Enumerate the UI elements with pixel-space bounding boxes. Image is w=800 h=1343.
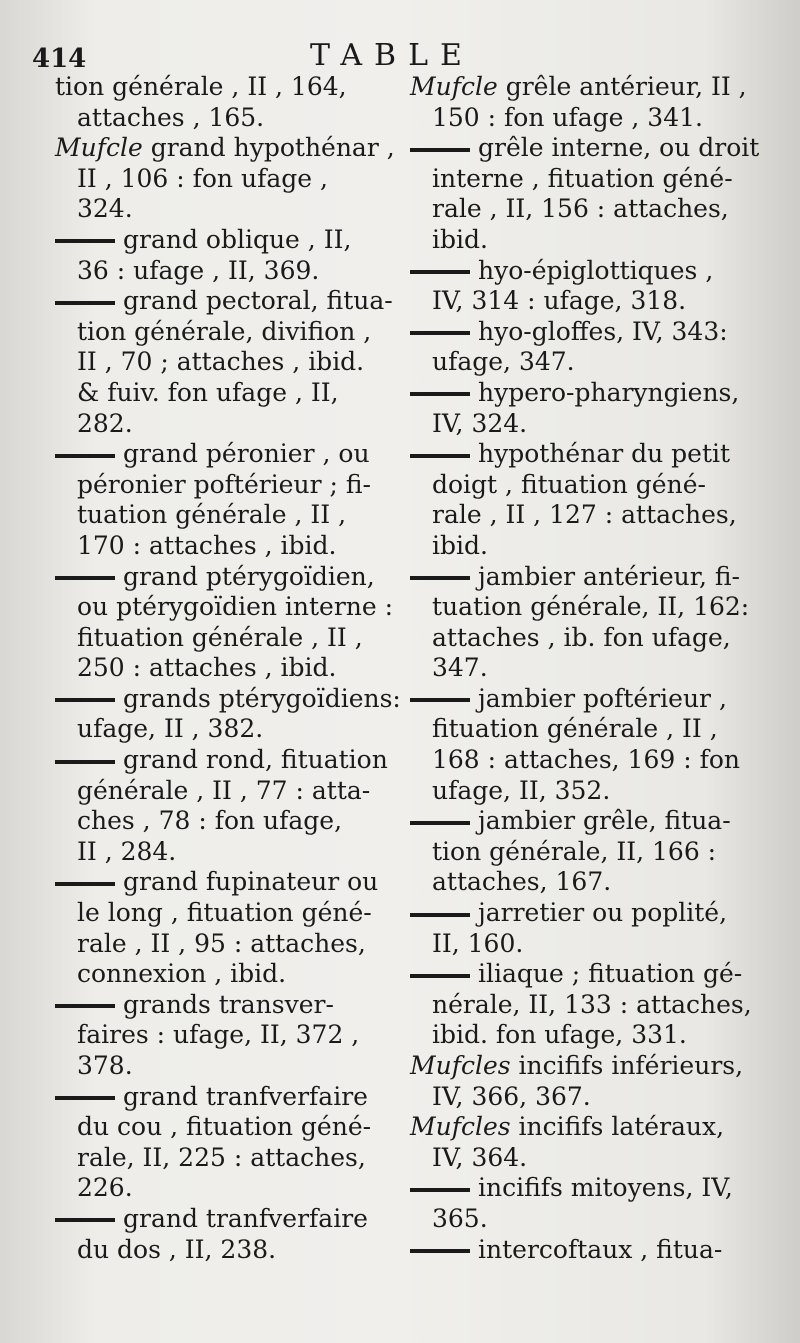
ditto-dash bbox=[55, 1004, 115, 1008]
entry-line bbox=[410, 256, 770, 287]
entry-line bbox=[410, 409, 770, 440]
index-entry bbox=[55, 867, 400, 989]
entry-text: jambier grêle, fitua- bbox=[478, 806, 731, 836]
index-entry bbox=[55, 745, 400, 867]
index-entry bbox=[410, 1051, 770, 1112]
entry-text: 226. bbox=[77, 1173, 133, 1203]
entry-line bbox=[410, 898, 770, 929]
entry-line bbox=[55, 225, 400, 256]
entry-text: 282. bbox=[77, 408, 133, 438]
entry-line bbox=[55, 714, 400, 745]
entry-text: faires : ufage, II, 372 , bbox=[77, 1020, 360, 1050]
entry-line bbox=[410, 959, 770, 990]
entry-line bbox=[410, 1082, 770, 1113]
entry-text: incififs mitoyens, IV, bbox=[478, 1173, 733, 1203]
entry-text: II , 70 ; attaches , ibid. bbox=[77, 347, 365, 377]
entry-line bbox=[410, 867, 770, 898]
entry-text: attaches , ib. fon ufage, bbox=[432, 622, 731, 652]
entry-line bbox=[55, 990, 400, 1021]
ditto-dash bbox=[410, 1188, 470, 1192]
entry-line bbox=[410, 990, 770, 1021]
ditto-dash bbox=[55, 760, 115, 764]
entry-text: interne , fituation géné- bbox=[432, 163, 733, 193]
entry-line bbox=[55, 806, 400, 837]
entry-text: tion générale, divifion , bbox=[77, 316, 372, 346]
entry-text: iliaque ; fituation gé- bbox=[478, 959, 743, 989]
entry-line bbox=[55, 256, 400, 287]
index-entry bbox=[55, 562, 400, 684]
index-entry bbox=[55, 1204, 400, 1265]
index-entry bbox=[410, 72, 770, 133]
entry-text: grand péronier , ou bbox=[123, 439, 370, 469]
index-entry bbox=[410, 378, 770, 439]
entry-line bbox=[55, 776, 400, 807]
entry-line bbox=[55, 1112, 400, 1143]
entry-text: tuation générale, II, 162: bbox=[432, 592, 750, 622]
entry-line bbox=[410, 837, 770, 868]
entry-line bbox=[410, 714, 770, 745]
ditto-dash bbox=[55, 882, 115, 886]
entry-line bbox=[55, 562, 400, 593]
entry-line bbox=[55, 1051, 400, 1082]
entry-line bbox=[55, 1143, 400, 1174]
right-column bbox=[410, 72, 770, 1265]
entry-text: doigt , fituation géné- bbox=[432, 469, 706, 499]
entry-text: grand ptérygoïdien, bbox=[123, 561, 375, 591]
entry-lead: Mufcle bbox=[55, 133, 143, 163]
entry-text: 250 : attaches , ibid. bbox=[77, 653, 337, 683]
index-entry bbox=[55, 225, 400, 286]
entry-text: 365. bbox=[432, 1203, 488, 1233]
entry-line bbox=[410, 1112, 770, 1143]
entry-line bbox=[410, 592, 770, 623]
entry-line bbox=[410, 164, 770, 195]
entry-text: 170 : attaches , ibid. bbox=[77, 530, 337, 560]
entry-text: IV, 366, 367. bbox=[432, 1081, 591, 1111]
entry-text: grand pectoral, fitua- bbox=[123, 286, 393, 316]
entry-line bbox=[410, 1235, 770, 1266]
entry-line bbox=[410, 439, 770, 470]
entry-text: 378. bbox=[77, 1051, 133, 1080]
entry-text: incififs inférieurs, bbox=[518, 1051, 744, 1080]
entry-lead: Mufcles bbox=[410, 1051, 511, 1080]
index-entry bbox=[410, 1173, 770, 1234]
entry-line bbox=[410, 929, 770, 960]
entry-line bbox=[410, 286, 770, 317]
entry-text: II, 160. bbox=[432, 928, 524, 958]
entry-line bbox=[410, 317, 770, 348]
entry-line bbox=[410, 103, 770, 134]
entry-text: péronier poftérieur ; fi- bbox=[77, 469, 371, 499]
index-entry bbox=[55, 72, 400, 133]
entry-line bbox=[410, 470, 770, 501]
entry-text: ibid. fon ufage, 331. bbox=[432, 1020, 687, 1050]
entry-line bbox=[410, 806, 770, 837]
entry-line bbox=[55, 623, 400, 654]
index-entry bbox=[410, 439, 770, 561]
entry-text: le long , fituation géné- bbox=[77, 898, 372, 928]
index-entry bbox=[410, 806, 770, 898]
entry-line bbox=[410, 133, 770, 164]
entry-line bbox=[55, 929, 400, 960]
entry-line bbox=[55, 194, 400, 225]
entry-line bbox=[55, 1020, 400, 1051]
entry-line bbox=[55, 592, 400, 623]
index-entry bbox=[410, 684, 770, 806]
entry-line bbox=[410, 1051, 770, 1082]
entry-text: rale , II , 95 : attaches, bbox=[77, 928, 366, 958]
entry-line bbox=[55, 898, 400, 929]
ditto-dash bbox=[410, 270, 470, 274]
entry-text: rale , II, 156 : attaches, bbox=[432, 194, 729, 224]
entry-line bbox=[55, 500, 400, 531]
entry-line bbox=[410, 347, 770, 378]
entry-line bbox=[55, 867, 400, 898]
entry-line bbox=[410, 623, 770, 654]
entry-text: jambier antérieur, fi- bbox=[478, 561, 740, 591]
entry-line bbox=[55, 653, 400, 684]
ditto-dash bbox=[55, 301, 115, 305]
entry-text: II , 284. bbox=[77, 836, 177, 866]
ditto-dash bbox=[410, 913, 470, 917]
entry-text: 36 : ufage , II, 369. bbox=[77, 255, 320, 285]
entry-text: intercoftaux , fitua- bbox=[478, 1234, 723, 1264]
entry-lead: Mufcle bbox=[410, 72, 498, 101]
entry-text: grands transver- bbox=[123, 989, 334, 1019]
entry-line bbox=[410, 1143, 770, 1174]
entry-line bbox=[55, 959, 400, 990]
entry-line bbox=[55, 1235, 400, 1266]
ditto-dash bbox=[410, 1249, 470, 1253]
entry-line bbox=[55, 745, 400, 776]
entry-text: rale, II, 225 : attaches, bbox=[77, 1142, 366, 1172]
entry-text: hyo-gloffes, IV, 343: bbox=[478, 316, 728, 346]
entry-line bbox=[410, 1020, 770, 1051]
entry-text: 150 : fon ufage , 341. bbox=[432, 102, 703, 132]
entry-line bbox=[55, 531, 400, 562]
entry-text: II , 106 : fon ufage , bbox=[77, 163, 328, 193]
entry-line bbox=[410, 225, 770, 256]
entry-text: tion générale , II , 164, bbox=[55, 72, 347, 101]
entry-text: grand fupinateur ou bbox=[123, 867, 379, 897]
entry-line bbox=[55, 1082, 400, 1113]
entry-text: du dos , II, 238. bbox=[77, 1234, 277, 1264]
entry-line bbox=[410, 194, 770, 225]
entry-text: fituation générale , II , bbox=[432, 714, 718, 744]
entry-lead: Mufcles bbox=[410, 1112, 511, 1142]
index-entry bbox=[55, 990, 400, 1082]
index-entry bbox=[410, 256, 770, 317]
entry-line bbox=[55, 378, 400, 409]
entry-text: hypero-pharyngiens, bbox=[478, 377, 740, 407]
entry-text: grêle interne, ou droit bbox=[478, 133, 760, 163]
ditto-dash bbox=[410, 698, 470, 702]
entry-text: 168 : attaches, 169 : fon bbox=[432, 745, 740, 775]
entry-line bbox=[410, 378, 770, 409]
entry-line bbox=[55, 439, 400, 470]
entry-text: ou ptérygoïdien interne : bbox=[77, 592, 394, 622]
entry-line bbox=[55, 317, 400, 348]
index-entry bbox=[410, 1112, 770, 1173]
entry-text: grêle antérieur, II , bbox=[505, 72, 747, 101]
entry-line bbox=[55, 347, 400, 378]
index-entry bbox=[410, 1235, 770, 1266]
index-entry bbox=[55, 684, 400, 745]
entry-line bbox=[55, 837, 400, 868]
ditto-dash bbox=[410, 454, 470, 458]
index-entry bbox=[410, 959, 770, 1051]
entry-text: IV, 324. bbox=[432, 408, 528, 438]
index-entry bbox=[410, 317, 770, 378]
entry-text: attaches, 167. bbox=[432, 867, 612, 897]
entry-line bbox=[55, 133, 400, 164]
ditto-dash bbox=[410, 148, 470, 152]
entry-line bbox=[55, 409, 400, 440]
entry-line bbox=[410, 776, 770, 807]
entry-text: & fuiv. fon ufage , II, bbox=[77, 377, 339, 407]
ditto-dash bbox=[55, 1096, 115, 1100]
entry-line bbox=[410, 500, 770, 531]
index-entry bbox=[55, 1082, 400, 1204]
entry-line bbox=[410, 1173, 770, 1204]
ditto-dash bbox=[55, 576, 115, 580]
entry-text: rale , II , 127 : attaches, bbox=[432, 500, 737, 530]
ditto-dash bbox=[55, 454, 115, 458]
entry-text: attaches , 165. bbox=[77, 102, 265, 132]
entry-text: IV, 314 : ufage, 318. bbox=[432, 286, 687, 316]
entry-text: jambier poftérieur , bbox=[478, 683, 727, 713]
index-entry bbox=[55, 286, 400, 439]
entry-text: hypothénar du petit bbox=[478, 439, 731, 469]
entry-text: ufage, II, 352. bbox=[432, 775, 611, 805]
ditto-dash bbox=[55, 1218, 115, 1222]
entry-text: connexion , ibid. bbox=[77, 959, 287, 989]
entry-text: hyo-épiglottiques , bbox=[478, 255, 714, 285]
entry-text: fituation générale , II , bbox=[77, 622, 363, 652]
index-entry bbox=[410, 133, 770, 255]
entry-line bbox=[410, 745, 770, 776]
entry-text: grand oblique , II, bbox=[123, 224, 352, 254]
index-entry bbox=[410, 898, 770, 959]
ditto-dash bbox=[410, 821, 470, 825]
running-title: TABLE bbox=[310, 38, 474, 73]
entry-text: ibid. bbox=[432, 224, 488, 254]
entry-text: grand rond, fituation bbox=[123, 745, 388, 775]
entry-text: tion générale, II, 166 : bbox=[432, 836, 717, 866]
entry-text: 347. bbox=[432, 653, 488, 683]
entry-line bbox=[55, 1204, 400, 1235]
entry-line bbox=[410, 1204, 770, 1235]
entry-text: ibid. bbox=[432, 530, 488, 560]
entry-line bbox=[410, 653, 770, 684]
ditto-dash bbox=[410, 331, 470, 335]
index-entry bbox=[55, 439, 400, 561]
entry-text: générale , II , 77 : atta- bbox=[77, 775, 371, 805]
entry-line bbox=[55, 72, 400, 103]
entry-text: nérale, II, 133 : attaches, bbox=[432, 989, 752, 1019]
entry-line bbox=[410, 72, 770, 103]
page-number: 414 bbox=[32, 44, 87, 74]
entry-text: du cou , fituation géné- bbox=[77, 1112, 372, 1142]
entry-text: 324. bbox=[77, 194, 133, 224]
entry-text: IV, 364. bbox=[432, 1142, 528, 1172]
ditto-dash bbox=[410, 974, 470, 978]
entry-text: grands ptérygoïdiens: bbox=[123, 683, 401, 713]
entry-text: ches , 78 : fon ufage, bbox=[77, 806, 343, 836]
ditto-dash bbox=[410, 392, 470, 396]
entry-text: grand hypothénar , bbox=[150, 133, 395, 163]
entry-text: grand tranfverfaire bbox=[123, 1081, 368, 1111]
entry-text: incififs latéraux, bbox=[518, 1112, 725, 1142]
entry-line bbox=[55, 286, 400, 317]
entry-line bbox=[55, 1173, 400, 1204]
entry-line bbox=[410, 562, 770, 593]
index-entry bbox=[410, 562, 770, 684]
entry-line bbox=[55, 164, 400, 195]
left-column bbox=[55, 72, 400, 1265]
entry-line bbox=[55, 470, 400, 501]
entry-text: ufage, II , 382. bbox=[77, 714, 264, 744]
entry-line bbox=[55, 103, 400, 134]
entry-text: grand tranfverfaire bbox=[123, 1203, 368, 1233]
entry-text: jarretier ou poplité, bbox=[478, 898, 728, 928]
index-entry bbox=[55, 133, 400, 225]
entry-line bbox=[410, 684, 770, 715]
entry-line bbox=[410, 531, 770, 562]
ditto-dash bbox=[410, 576, 470, 580]
entry-line bbox=[55, 684, 400, 715]
ditto-dash bbox=[55, 698, 115, 702]
ditto-dash bbox=[55, 239, 115, 243]
entry-text: tuation générale , II , bbox=[77, 500, 347, 530]
entry-text: ufage, 347. bbox=[432, 347, 575, 377]
